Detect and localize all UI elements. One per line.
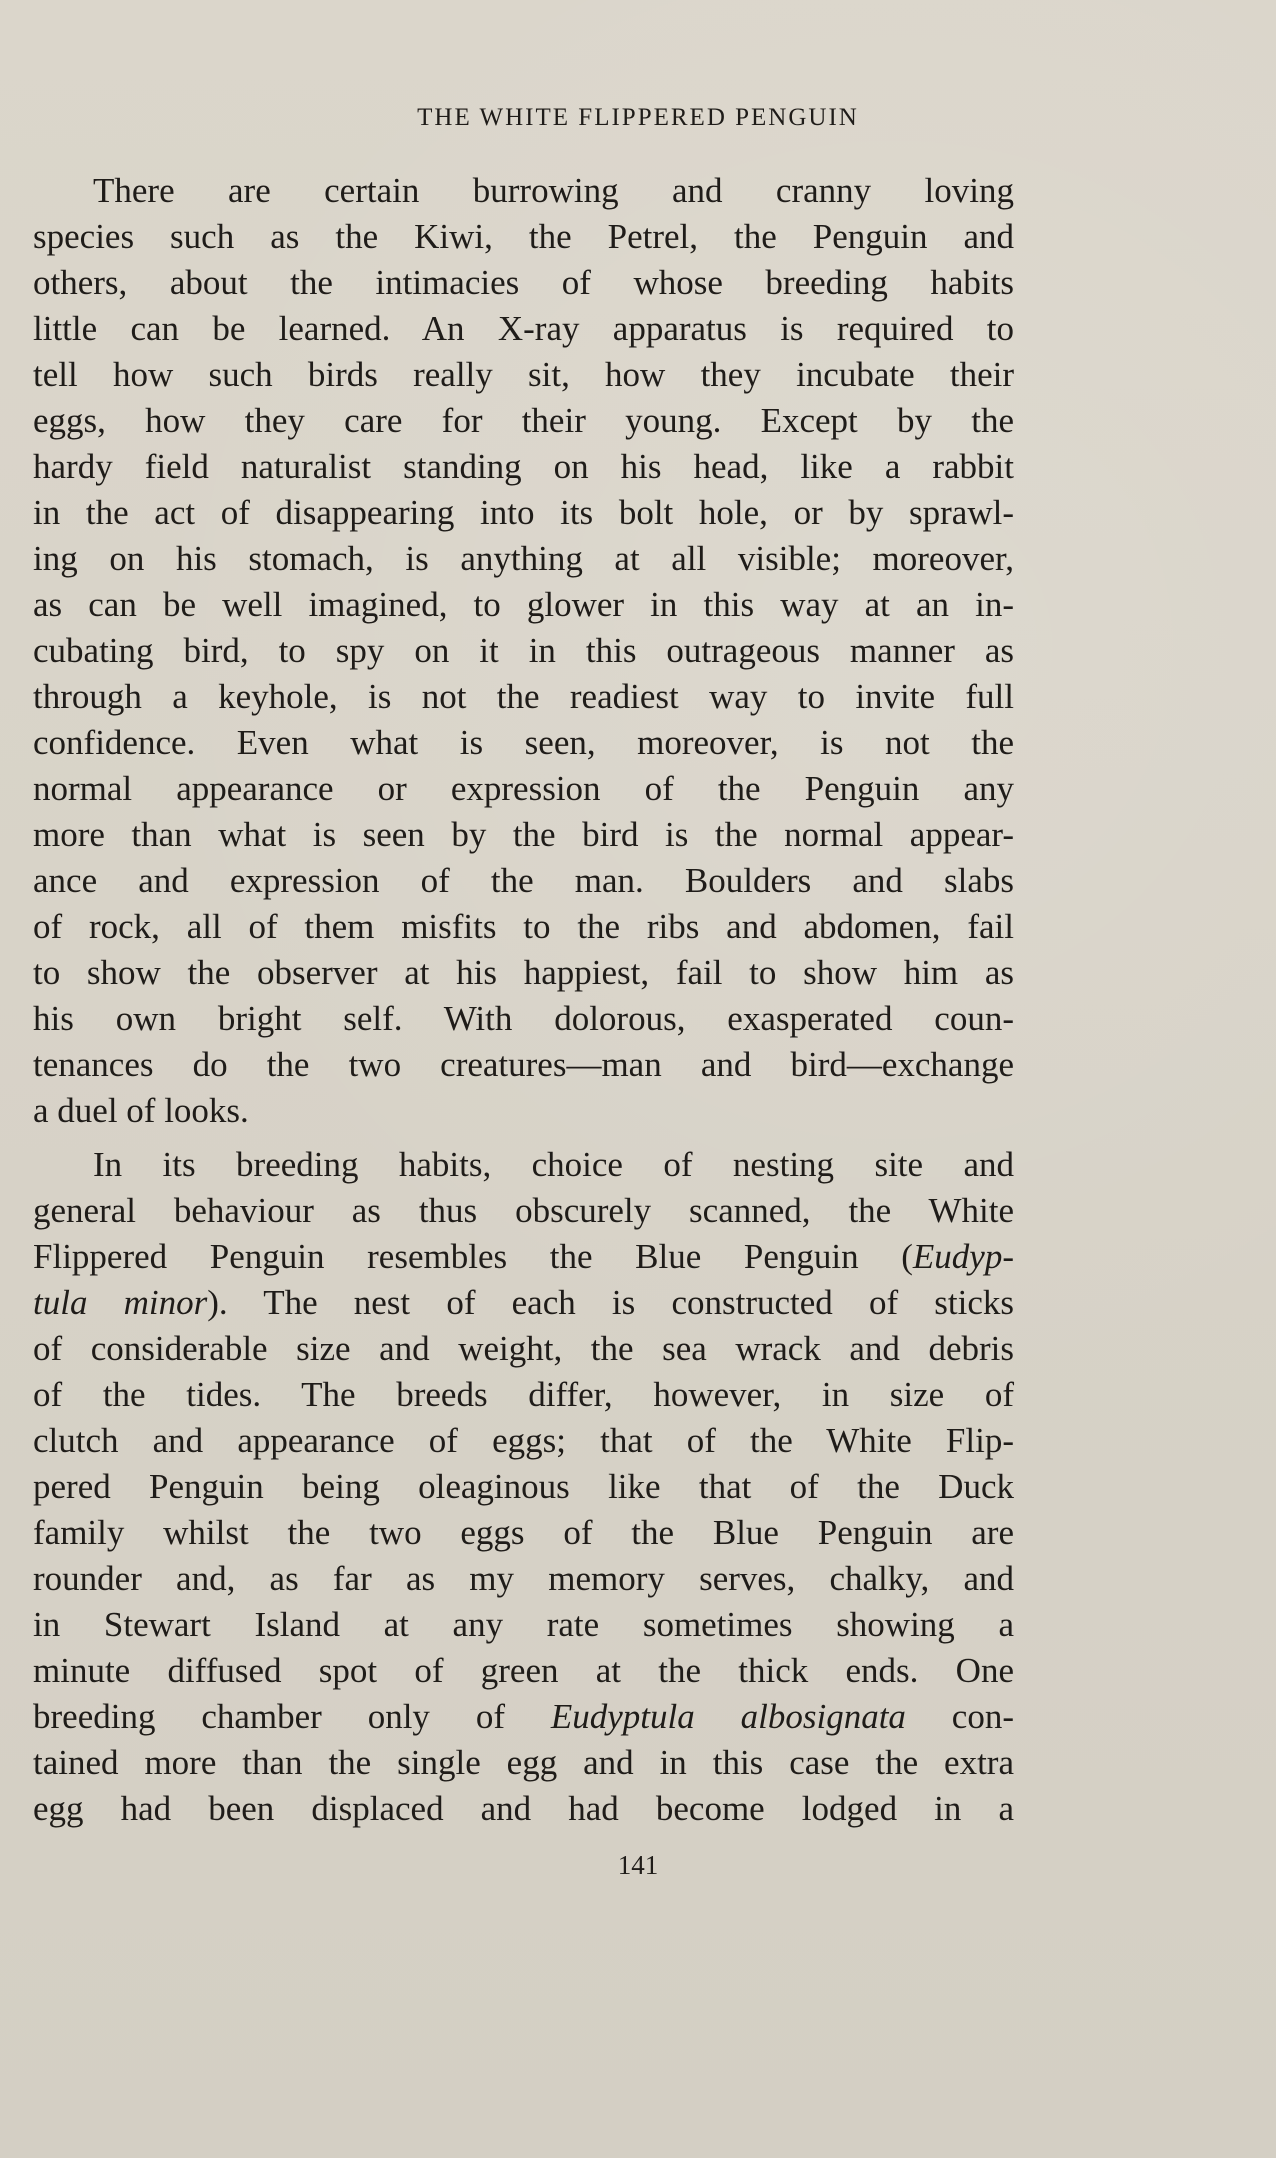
text-line: of rock, all of them misfits to the ribs and abdomen, fail: [33, 907, 1014, 946]
text-line: pered Penguin being oleaginous like that of the Duck: [33, 1467, 1014, 1506]
species-name: Eudyptula albosignata: [550, 1697, 906, 1736]
text-line: tell how such birds really sit, how they incubate their: [33, 355, 1014, 394]
text-segment: con-: [905, 1697, 1014, 1736]
species-name: tula minor: [33, 1283, 208, 1322]
text-line: a duel of looks.: [33, 1091, 249, 1130]
text-segment: ). The nest of each is constructed of sticks: [207, 1283, 1014, 1322]
text-line: as can be well imagined, to glower in this way at an in-: [33, 585, 1014, 624]
text-line: ing on his stomach, is anything at all visible; moreover,: [33, 539, 1014, 578]
text-line: minute diffused spot of green at the thick ends. One: [33, 1651, 1014, 1690]
text-line: hardy field naturalist standing on his head, like a rabbit: [33, 447, 1014, 486]
text-line: [33, 1280, 1014, 1326]
text-line: through a keyhole, is not the readiest way to invite full: [33, 677, 1014, 716]
species-name: Eudyp-: [912, 1237, 1014, 1276]
text-segment: Flippered Penguin resembles the Blue Penguin (: [33, 1237, 913, 1276]
text-line: cubating bird, to spy on it in this outrageous manner as: [33, 631, 1014, 670]
text-line: little can be learned. An X-ray apparatus is required to: [33, 309, 1014, 348]
text-line: general behaviour as thus obscurely scanned, the White: [33, 1191, 1014, 1230]
running-head: THE WHITE FLIPPERED PENGUIN: [417, 104, 859, 131]
text-line: ance and expression of the man. Boulders and slabs: [33, 861, 1014, 900]
text-line: of the tides. The breeds differ, however, in size of: [33, 1375, 1014, 1414]
page-number: 141: [617, 1850, 659, 1880]
text-line: tained more than the single egg and in this case the extra: [33, 1743, 1014, 1782]
body-text: [33, 168, 1014, 1832]
text-line: [33, 1234, 1014, 1280]
text-line: species such as the Kiwi, the Petrel, the Penguin and: [33, 217, 1014, 256]
text-line: in Stewart Island at any rate sometimes showing a: [33, 1605, 1014, 1644]
text-line: of considerable size and weight, the sea wrack and debris: [33, 1329, 1014, 1368]
text-line: egg had been displaced and had become lodged in a: [33, 1789, 1014, 1828]
text-line: confidence. Even what is seen, moreover, is not the: [33, 723, 1014, 762]
text-line: [33, 1694, 1014, 1740]
text-line: clutch and appearance of eggs; that of the White Flip-: [33, 1421, 1014, 1460]
text-line: eggs, how they care for their young. Except by the: [33, 401, 1014, 440]
text-line: his own bright self. With dolorous, exasperated coun-: [33, 999, 1014, 1038]
text-line: There are certain burrowing and cranny loving: [93, 171, 1014, 210]
text-segment: breeding chamber only of: [33, 1697, 551, 1736]
text-line: others, about the intimacies of whose breeding habits: [33, 263, 1014, 302]
text-line: rounder and, as far as my memory serves, chalky, and: [33, 1559, 1014, 1598]
text-line: tenances do the two creatures—man and bird—exchange: [33, 1045, 1014, 1084]
text-line: in the act of disappearing into its bolt hole, or by sprawl-: [33, 493, 1014, 532]
text-line: more than what is seen by the bird is the normal appear-: [33, 815, 1014, 854]
text-line: family whilst the two eggs of the Blue Penguin are: [33, 1513, 1014, 1552]
text-line: normal appearance or expression of the Penguin any: [33, 769, 1014, 808]
text-line: to show the observer at his happiest, fail to show him as: [33, 953, 1014, 992]
text-line: In its breeding habits, choice of nesting site and: [93, 1145, 1014, 1184]
